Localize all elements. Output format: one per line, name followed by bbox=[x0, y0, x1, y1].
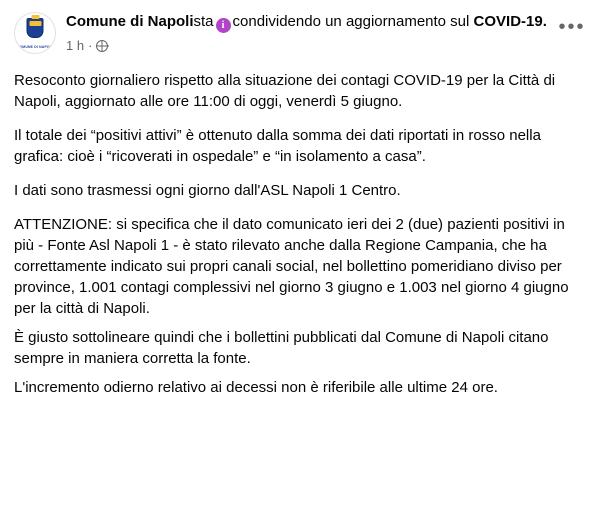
post-paragraph: Resoconto giornaliero rispetto alla situazione dei contagi COVID-19 per la Città di Napoli, aggiornato alle ore 11:00 di oggi, venerdì 5 giugno. bbox=[14, 72, 556, 110]
page-name-link[interactable]: Comune di Napoli bbox=[66, 13, 194, 30]
timestamp[interactable]: 1 h bbox=[66, 38, 85, 53]
update-text: condividendo un aggiornamento sul bbox=[232, 13, 470, 30]
avatar[interactable] bbox=[14, 12, 56, 54]
post-meta bbox=[66, 36, 552, 56]
post-paragraph: È giusto sottolineare quindi che i bollettini pubblicati dal Comune di Napoli citano sempre in maniera corretta la fonte. bbox=[14, 329, 549, 367]
post-paragraph: I dati sono trasmessi ogni giorno dall'ASL Napoli 1 Centro. bbox=[14, 182, 401, 199]
post-paragraph: L'incremento odierno relativo ai decessi non è riferibile alle ultime 24 ore. bbox=[14, 379, 498, 396]
meta-separator: · bbox=[88, 38, 93, 53]
action-text: sta bbox=[193, 13, 214, 30]
post-header-text bbox=[66, 12, 586, 56]
post-options-button[interactable] bbox=[556, 14, 588, 40]
ellipsis-horizontal-icon: ••• bbox=[558, 16, 586, 38]
post-body bbox=[14, 70, 586, 398]
topic-link[interactable]: COVID-19. bbox=[473, 13, 547, 30]
city-crest-icon bbox=[27, 18, 44, 38]
globe-icon[interactable] bbox=[96, 40, 108, 52]
info-circle-icon: i bbox=[216, 18, 231, 33]
avatar-label: COMUNE DI NAPOLI bbox=[16, 45, 54, 50]
post-header bbox=[14, 12, 586, 56]
post-paragraph: ATTENZIONE: si specifica che il dato comunicato ieri dei 2 (due) pazienti positivi in più - Fonte Asl Napoli 1 - è stato rilevato anche dalla Regione Campania, che ha correttamente indicato sui propri canali social, nel bollettino pomeridiano diviso per province, 1.001 contagi complessivi nel giorno 3 giugno e 1.003 nel giorno 4 giugno per la città di Napoli. bbox=[14, 216, 569, 317]
post-paragraph: Il totale dei “positivi attivi” è ottenuto dalla somma dei dati riportati in rosso nella grafica: cioè i “ricoverati in ospedale” e “in isolamento a casa”. bbox=[14, 127, 541, 165]
